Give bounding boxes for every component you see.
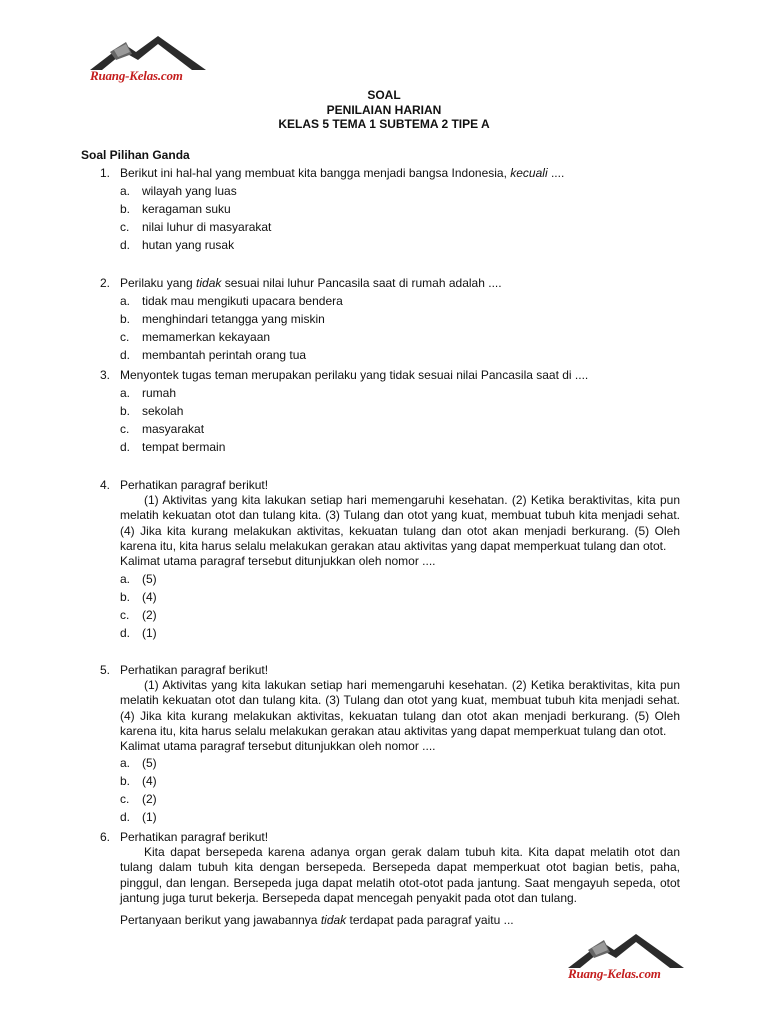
header-line-2: PENILAIAN HARIAN bbox=[326, 102, 442, 117]
question-text: Perhatikan paragraf berikut! bbox=[120, 830, 269, 844]
question-paragraph: (1) Aktivitas yang kita lakukan setiap hari memengaruhi kesehatan. (2) Ketika beraktivitas, kita pun melatih kekuatan otot dan tulang kita. (3) Tulang dan otot yang kuat, membuat tubuh kita menjadi sehat. (4) Jika kita kurang melakukan aktivitas, kekuatan tulang dan otot akan menjadi berkurang. (5) Oleh karena itu, kita harus selalu melakukan gerakan atau aktivitas yang dapat memperkuat tulang dan otot. bbox=[120, 493, 680, 553]
question-text: Berikut ini hal-hal yang membuat kita bangga menjadi bangsa Indonesia, kecuali .... bbox=[120, 166, 565, 180]
question-number: 2. bbox=[100, 276, 111, 290]
option-b: b. (4) bbox=[120, 590, 157, 604]
question-text: Menyontek tugas teman merupakan perilaku yang tidak sesuai nilai Pancasila saat di .... bbox=[120, 368, 589, 382]
option-b: b. keragaman suku bbox=[120, 202, 231, 216]
option-d: d. (1) bbox=[120, 810, 157, 824]
header-line-1: SOAL bbox=[367, 88, 401, 102]
option-b: b. (4) bbox=[120, 774, 157, 788]
question-text: Perilaku yang tidak sesuai nilai luhur Pancasila saat di rumah adalah .... bbox=[120, 276, 502, 290]
option-c: c. masyarakat bbox=[120, 422, 205, 436]
option-c: c. nilai luhur di masyarakat bbox=[120, 220, 272, 234]
question-prompt: Kalimat utama paragraf tersebut ditunjukkan oleh nomor .... bbox=[120, 739, 436, 753]
question-number: 6. bbox=[100, 830, 111, 844]
option-a: a. rumah bbox=[120, 386, 177, 400]
section-title: Soal Pilihan Ganda bbox=[81, 148, 190, 162]
question-number: 3. bbox=[100, 368, 111, 382]
option-d: d. membantah perintah orang tua bbox=[120, 348, 307, 362]
question-prompt: Kalimat utama paragraf tersebut ditunjukkan oleh nomor .... bbox=[120, 554, 436, 568]
question-number: 5. bbox=[100, 663, 111, 677]
question-number: 4. bbox=[100, 478, 111, 492]
header-line-3: KELAS 5 TEMA 1 SUBTEMA 2 TIPE A bbox=[278, 117, 490, 131]
option-a: a. (5) bbox=[120, 756, 157, 770]
option-b: b. sekolah bbox=[120, 404, 184, 418]
question-prompt: Pertanyaan berikut yang jawabannya tidak terdapat pada paragraf yaitu ... bbox=[120, 913, 514, 927]
option-d: d. tempat bermain bbox=[120, 440, 226, 454]
site-logo-top bbox=[88, 30, 208, 86]
option-a: a. tidak mau mengikuti upacara bendera bbox=[120, 294, 343, 308]
logo-text: Ruang-Kelas.com bbox=[90, 68, 183, 83]
option-c: c. (2) bbox=[120, 792, 157, 806]
option-d: d. (1) bbox=[120, 626, 157, 640]
question-text: Perhatikan paragraf berikut! bbox=[120, 663, 269, 677]
option-a: a. (5) bbox=[120, 572, 157, 586]
question-paragraph: (1) Aktivitas yang kita lakukan setiap hari memengaruhi kesehatan. (2) Ketika beraktivitas, kita pun melatih kekuatan otot dan tulang kita. (3) Tulang dan otot yang kuat, membuat tubuh kita menjadi sehat. (4) Jika kita kurang melakukan aktivitas, kekuatan tulang dan otot akan menjadi berkurang. (5) Oleh karena itu, kita harus selalu melakukan gerakan atau aktivitas yang dapat memperkuat tulang dan otot. bbox=[120, 678, 680, 738]
option-c: c. memamerkan kekayaan bbox=[120, 330, 271, 344]
option-a: a. wilayah yang luas bbox=[120, 184, 237, 198]
question-number: 1. bbox=[100, 166, 111, 180]
option-b: b. menghindari tetangga yang miskin bbox=[120, 312, 325, 326]
logo-text: Ruang-Kelas.com bbox=[568, 966, 661, 981]
option-d: d. hutan yang rusak bbox=[120, 238, 235, 252]
option-c: c. (2) bbox=[120, 608, 157, 622]
site-logo-bottom bbox=[566, 928, 686, 984]
question-paragraph: Kita dapat bersepeda karena adanya organ gerak dalam tubuh kita. Kita dapat melatih otot dan tulang dalam tubuh kita dengan bersepeda. Bersepeda dapat memperkuat otot bagian betis, paha, pinggul, dan lengan. Bersepeda juga dapat melatih otot-otot pada jantung. Saat mengayuh sepeda, otot jantung juga turut bekerja. Bersepeda dapat mencegah penyakit pada otot dan tulang. bbox=[120, 845, 680, 905]
document-header bbox=[0, 88, 768, 132]
question-text: Perhatikan paragraf berikut! bbox=[120, 478, 269, 492]
